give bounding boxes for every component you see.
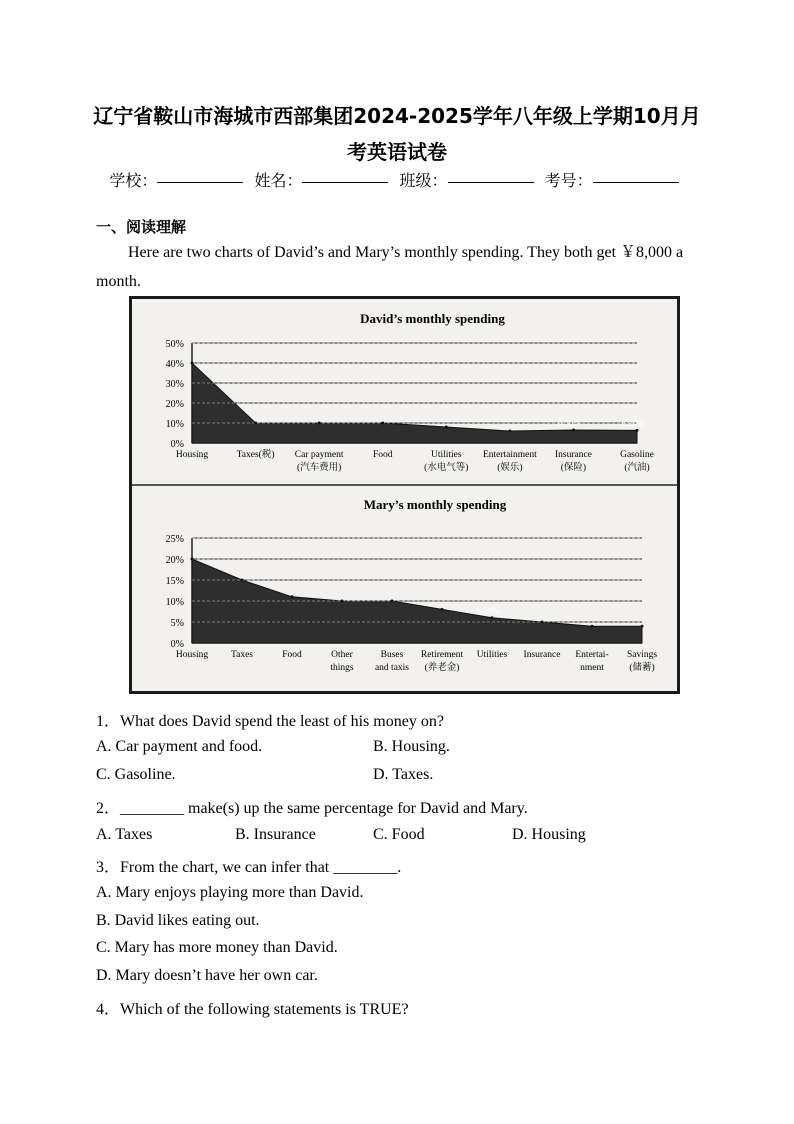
david-y-tick-label: 0% xyxy=(170,439,184,450)
mary-data-point xyxy=(441,608,444,611)
david-data-point xyxy=(445,426,448,429)
mary-data-point xyxy=(241,579,244,582)
spending-charts-figure xyxy=(129,296,680,694)
mary-data-label: 6.00% xyxy=(476,605,500,616)
mary-x-tick-label: Insurance xyxy=(523,650,561,660)
david-y-tick-label: 40% xyxy=(165,359,184,370)
david-data-point xyxy=(191,362,194,365)
mary-x-tick-label: Food xyxy=(282,650,302,660)
david-y-tick-label: 10% xyxy=(165,419,184,430)
mary-x-tick-label: Taxes xyxy=(230,650,254,660)
name-blank[interactable] xyxy=(302,182,388,183)
david-y-tick-label: 50% xyxy=(165,339,184,350)
spending-charts-svg xyxy=(132,299,677,691)
david-x-tick-label: Housing xyxy=(175,450,209,460)
question-1: 1．What does David spend the least of his money on? xyxy=(96,713,444,730)
mary-x-tick-label: Entertai-nment xyxy=(575,650,609,673)
david-data-point xyxy=(572,429,575,432)
david-data-point xyxy=(318,422,321,425)
question-4: 4．Which of the following statements is TRUE? xyxy=(96,1001,409,1018)
mary-y-tick-label: 25% xyxy=(165,534,184,545)
q1-option-b[interactable]: B. Housing. xyxy=(373,738,450,755)
david-x-tick-label: Entertainment (娱乐) xyxy=(482,450,537,473)
david-y-tick-label: 30% xyxy=(165,379,184,390)
class-label: 班级： xyxy=(399,171,448,190)
mary-y-tick-label: 20% xyxy=(165,555,184,566)
david-x-tick-label: Gasoline (汽油) xyxy=(620,450,654,473)
mary-x-tick-label: Savings (储蓄) xyxy=(626,650,658,673)
mary-data-point xyxy=(591,625,594,628)
david-data-point xyxy=(254,422,257,425)
id-label: 考号： xyxy=(544,171,593,190)
q2-option-c[interactable]: C. Food xyxy=(373,826,425,843)
david-x-tick-label: Car payment (汽车费用) xyxy=(294,450,344,473)
q3-option-d[interactable]: D. Mary doesn’t have her own car. xyxy=(96,967,318,984)
mary-data-point xyxy=(341,600,344,603)
name-label: 姓名： xyxy=(254,171,303,190)
school-blank[interactable] xyxy=(157,182,243,183)
david-y-tick-label: 20% xyxy=(165,399,184,410)
mary-data-point xyxy=(391,600,394,603)
class-blank[interactable] xyxy=(448,182,534,183)
q2-option-a[interactable]: A. Taxes xyxy=(96,826,153,843)
mary-chart-title: Mary’s monthly spending xyxy=(363,497,507,512)
q3-option-c[interactable]: C. Mary has more money than David. xyxy=(96,939,338,956)
mary-data-point xyxy=(541,621,544,624)
david-x-tick-label: Taxes(税) xyxy=(236,450,275,460)
mary-y-tick-label: 0% xyxy=(170,639,184,650)
question-3: 3．From the chart, we can infer that ________. xyxy=(96,859,402,876)
david-data-point xyxy=(381,422,384,425)
mary-data-point xyxy=(641,625,644,628)
exam-title-line1: 辽宁省鞍山市海城市西部集团2024-2025学年八年级上学期10月月 xyxy=(93,104,701,128)
mary-y-tick-label: 5% xyxy=(170,618,184,629)
q1-option-a[interactable]: A. Car payment and food. xyxy=(96,738,263,755)
david-data-label: 6.30% xyxy=(621,418,645,429)
mary-y-tick-label: 15% xyxy=(165,576,184,587)
q1-option-d[interactable]: D. Taxes. xyxy=(373,766,434,783)
student-info-row xyxy=(0,168,794,191)
intro-paragraph: Here are two charts of David’s and Mary’s monthly spending. They both get ￥8,000 a month. xyxy=(96,244,684,290)
mary-data-point xyxy=(291,595,294,598)
mary-y-tick-label: 10% xyxy=(165,597,184,608)
mary-x-tick-label: Retirement (养老金) xyxy=(420,650,464,673)
mary-x-tick-label: Housing xyxy=(175,650,209,660)
q1-option-c[interactable]: C. Gasoline. xyxy=(96,766,176,783)
mary-x-tick-label: Utilities xyxy=(476,650,508,660)
q2-option-b[interactable]: B. Insurance xyxy=(235,826,316,843)
mary-x-tick-label: Buses and taxis xyxy=(374,650,410,673)
q3-option-b[interactable]: B. David likes eating out. xyxy=(96,912,260,929)
id-blank[interactable] xyxy=(593,182,679,183)
question-2: 2．________ make(s) up the same percentage for David and Mary. xyxy=(96,800,528,817)
david-data-point xyxy=(636,429,639,432)
q3-option-a[interactable]: A. Mary enjoys playing more than David. xyxy=(96,884,364,901)
q2-option-d[interactable]: D. Housing xyxy=(512,826,586,843)
david-x-tick-label: Food xyxy=(372,450,393,460)
mary-data-point xyxy=(191,558,194,561)
david-data-label: 6.50% xyxy=(557,418,582,428)
school-label: 学校： xyxy=(109,171,158,190)
section-title: 一、阅读理解 xyxy=(96,218,187,236)
exam-title-line2: 考英语试卷 xyxy=(347,140,447,164)
mary-x-tick-label: Other things xyxy=(330,650,354,673)
david-chart-title: David’s monthly spending xyxy=(360,311,505,326)
david-x-tick-label: Utilities (水电气等) xyxy=(424,450,469,473)
david-data-point xyxy=(508,430,511,433)
david-x-tick-label: Insurance (保险) xyxy=(554,450,592,473)
mary-data-point xyxy=(491,616,494,619)
